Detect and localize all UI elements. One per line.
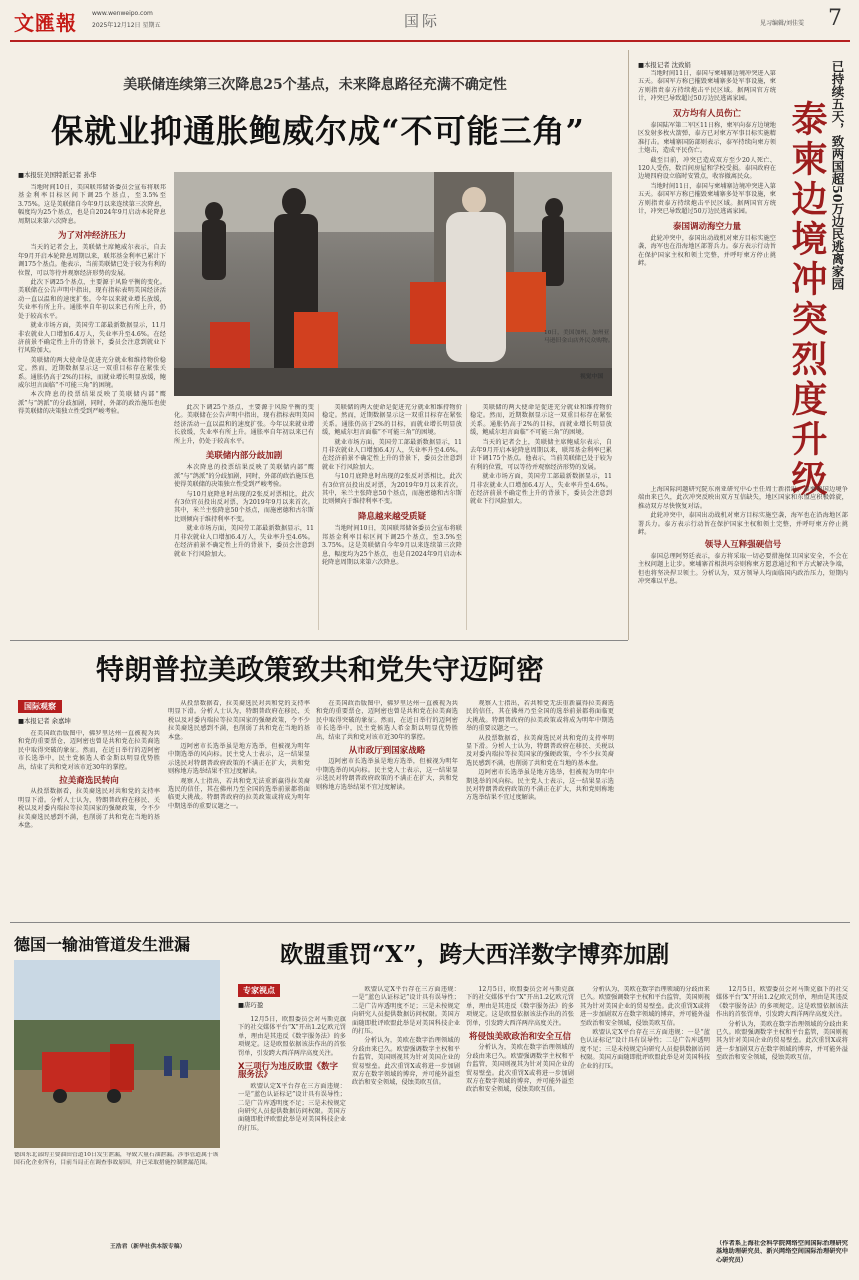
eu-body-3b: 分析认为，美欧在数字治理领域的分歧由来已久。欧盟强调数字主权和平台监管，美国则视其为针对美国企业的贸易壁垒。此次重罚X或将进一步加剧双方在数字领域的博弈，并可能外溢至政治和安全领域，侵蚀美欧互信。: [466, 1044, 574, 1094]
fed-kicker: 美联储连续第三次降息25个基点，未来降息路径充满不确定性: [123, 77, 507, 93]
fed-body-1b: 此次下调25个基点，主要源于风险平衡的变化。美联储在公告声明中指出，现有指标表明美国经济活动一直以温和的速度扩张。今年以来就业增长放缓，失业率有所上升。通胀率自年初以来已有所上升，仍处于较高水平。: [18, 279, 166, 320]
fed-col-1: [18, 184, 166, 630]
miami-col-4: [466, 700, 614, 915]
miami-body-3c: 迈阿密市长选举虽是地方选举，但被视为明年中期选举的风向标。民主党人士表示，这一结果显示选民对特朗普政府政策的不满正在扩大，共和党则称地方选举结果不宜过度解读。: [316, 758, 458, 791]
miami-byline: ■本报记者 余嘉坤: [18, 717, 71, 725]
masthead-url: www.wenweipo.com: [92, 10, 153, 17]
masthead-divider: [10, 40, 850, 42]
fed-body-3c: 与10月底降息时出现的2张反对票相比，此次有3位官员投出反对票，为2019年9月以来首次。其中，米兰主张降息50个基点，而施密德和古尔斯比则倾向于维持利率不变。: [322, 473, 462, 506]
story-miami: [0, 642, 628, 917]
story-pipeline: [0, 926, 226, 1280]
side-vertical-headline: 泰柬边境冲突烈度升级: [786, 100, 828, 500]
eu-headline: 欧盟重罚“X”，跨大西洋数字博弈加剧: [280, 941, 670, 968]
eu-byline: ■唐巧盈: [238, 1001, 264, 1009]
side-divider: [628, 50, 629, 640]
fed-body-2: 本次降息的投票结果反映了美联储内部“鹰派”与“鸽派”的分歧加剧，同时，外部的政治施压也使得美联储的决策独立性受到严峻考验。: [174, 464, 314, 489]
miami-tag: 国际观察: [18, 700, 62, 713]
eu-sub-1: X三项行为违反欧盟《数字服务法》: [238, 1062, 339, 1081]
bottom-section-rule: [10, 922, 850, 923]
side-body-6: 泰国总理阿努廷表示，泰方将采取一切必要措施保卫国家安全，不会在主权问题上让步。柬埔寨首相洪玛奈则称柬方愿意通过和平方式解决争端，但也将坚决捍卫领土。分析认为，双方领导人均面临国内政治压力，短期内冲突难以平息。: [638, 552, 848, 586]
fed-body-3b: 就业市场方面，美国劳工部最新数据显示，11月非农就业人口增加6.4万人，失业率升至4.6%。在经济前景不确定性上升的背景下，委员会注意到就业下行风险加大。: [322, 438, 462, 471]
fed-col-2: [174, 404, 314, 630]
eu-sub-2: 将侵蚀美欧政治和安全互信: [468, 1032, 571, 1043]
eu-tag: 专家视点: [238, 984, 280, 997]
story-thai-cambodia: [632, 56, 854, 638]
fed-photo-caption: 10日，美国加州，加州亚马逊旧金山店外民众购物。: [544, 330, 614, 344]
miami-col-1: [18, 730, 160, 915]
side-sub-1: 双方均有人员伤亡: [672, 108, 741, 119]
eu-col-2: [352, 986, 460, 1274]
eu-col-5: [716, 986, 848, 1236]
fed-body-3a: 美联储的两大使命是促进充分就业和维持物价稳定。然而，近期数据显示这一双重目标存在紧张关系。通胀仍高于2%的目标，而就业增长明显放缓，鲍威尔坦言面临“不可能三角”的困境。: [322, 404, 462, 437]
fed-divider-1: [318, 404, 319, 630]
masthead-date: 2025年12月12日 星期五: [92, 22, 161, 29]
masthead: [0, 0, 859, 44]
eu-body-2: 欧盟认定X平台存在三方面违规：一是“蓝色认证标记”设计具有误导性；二是广告库透明度不足；三是未按规定向研究人员提供数据访问权限。美国方面随即批评欧盟此举是对美国科技企业的打压。: [238, 1082, 346, 1132]
miami-col-3: [316, 700, 458, 915]
fed-body-2a: 此次下调25个基点，主要源于风险平衡的变化。美联储在公告声明中指出，现有指标表明美国经济活动一直以温和的速度扩张。今年以来就业增长放缓，失业率有所上升。通胀率自年初以来已有所上升，仍处于较高水平。: [174, 404, 314, 445]
eu-body-3a: 12月5日，欧盟委员会对马斯克旗下的社交媒体平台“X”开出1.2亿欧元罚单，理由是其违反《数字服务法》的多项规定。这是欧盟依据该法作出的首张罚单，引发跨大西洋两岸高度关注。: [466, 986, 574, 1027]
pipeline-credit: 王浩君（新华社供本版专稿）: [110, 1244, 186, 1250]
firetruck-image: [14, 960, 220, 1148]
fed-photo-credit: 视觉中国: [580, 374, 604, 380]
miami-body-4b: 观察人士指出，若共和党无法重新赢得拉美裔选民的信任，其在佛州乃至全国的选举前景都将面临更大挑战。特朗普政府的拉美政策或将成为明年中期选举的重要议题之一。: [466, 700, 614, 733]
miami-body-4c: 从投票数据看，拉美裔选民对共和党的支持率明显下滑。分析人士认为，特朗普政府在移民、关税以及对委内瑞拉等拉美国家的强硬政策，令不少拉美裔选民感到不满，也削弱了共和党在当地的基本盘。: [466, 734, 614, 767]
fed-lead: 当地时间10日，美国联邦储备委员会宣布将联邦基金利率目标区间下调25个基点，至3.5%至3.75%。这是美联储自今年9月以来连续第三次降息，幅度均为25个基点，也是自2024年9月启动本轮降息周期以来第六次降息。: [18, 184, 166, 225]
fed-headline: 保就业抑通胀鲍威尔成“不可能三角”: [51, 112, 585, 150]
side-sub-3: 领导人互释强硬信号: [704, 540, 782, 551]
shoppers-image: [174, 172, 612, 396]
side-body-2: 泰国陆军第二军区11日称，柬军向泰方边境地区发射多枚火箭弹，泰方已对柬方军事目标实施精准打击。柬埔寨国防部则表示，泰军持续向柬方领土炮击，造成平民伤亡。: [638, 122, 776, 155]
side-sub-2: 泰国调动海空力量: [672, 221, 741, 232]
side-body-4: 此轮冲突中，泰国出动战机对柬方目标实施空袭，海军也在沿海地区部署兵力。泰方表示行动旨在保护国家主权和领土完整，并呼吁柬方停止挑衅。: [638, 234, 776, 268]
side-col-lower: [638, 486, 848, 636]
side-body-3b: 当地时间11日，泰国与柬埔寨边境冲突进入第五天。泰国军方称已摧毁柬埔寨多处军事设施，柬方则指责泰方持续炮击平民区域。据两国官方统计，冲突已导致超过50万边民逃离家园。: [638, 182, 776, 216]
eu-author-note: （作者系上海社会科学院网络空间国际治理研究基地助理研究员、新兴网络空间国际治理研究中心研究员）: [716, 1240, 848, 1264]
fed-sub-3: 降息越来越受质疑: [357, 511, 426, 522]
eu-col-1: [238, 1016, 346, 1274]
eu-body-4a: 分析认为，美欧在数字治理领域的分歧由来已久。欧盟强调数字主权和平台监管，美国则视其为针对美国企业的贸易壁垒。此次重罚X或将进一步加剧双方在数字领域的博弈，并可能外溢至政治和安全领域，侵蚀美欧互信。: [580, 986, 710, 1027]
eu-body-4b: 欧盟认定X平台存在三方面违规：一是“蓝色认证标记”设计具有误导性；二是广告库透明度不足；三是未按规定向研究人员提供数据访问权限。美国方面随即批评欧盟此举是对美国科技企业的打压。: [580, 1029, 710, 1070]
fed-body-2b: 与10月底降息时出现的2张反对票相比，此次有3位官员投出反对票，为2019年9月以来首次。其中，米兰主张降息50个基点，而施密德和古尔斯比则倾向于维持利率不变。: [174, 490, 314, 523]
story-fed: [0, 44, 628, 638]
logo: 文匯報: [14, 11, 77, 35]
miami-body-2: 从投票数据看，拉美裔选民对共和党的支持率明显下滑。分析人士认为，特朗普政府在移民、关税以及对委内瑞拉等拉美国家的强硬政策，令不少拉美裔选民感到不满，也削弱了共和党在当地的基本盘。: [18, 788, 160, 830]
eu-col-3: [466, 986, 574, 1274]
pipeline-caption: 德国东北部的主要油田管道10日发生泄漏，导致大量石油泄漏。涉事管道属于该国石化企业所有，目前当局正在调查事故原因，并已采取措施控制泄漏范围。: [14, 1152, 219, 1166]
fed-body-3d: 当地时间10日，美国联邦储备委员会宣布将联邦基金利率目标区间下调25个基点，至3.5%至3.75%。这是美联储自今年9月以来连续第三次降息，幅度均为25个基点，也是自2024年9月启动本轮降息周期以来第六次降息。: [322, 525, 462, 566]
eu-body-5a: 12月5日，欧盟委员会对马斯克旗下的社交媒体平台“X”开出1.2亿欧元罚单，理由是其违反《数字服务法》的多项规定。这是欧盟依据该法作出的首张罚单，引发跨大西洋两岸高度关注。: [716, 986, 848, 1019]
miami-body-3b: 在美国政治版图中，佛罗里达州一直被视为共和党的重要票仓，迈阿密也曾是共和党在拉美裔选民中取得突破的象征。然而，在近日举行的迈阿密市长选举中，民主党候选人希金斯以明显优势胜出，结束了共和党对该市近30年的掌控。: [316, 700, 458, 741]
miami-sub-1: 拉美裔选民转向: [59, 776, 119, 787]
fed-body-4c: 就业市场方面，美国劳工部最新数据显示，11月非农就业人口增加6.4万人，失业率升至4.6%。在经济前景不确定性上升的背景下，委员会注意到就业下行风险加大。: [470, 473, 612, 506]
story2-top-rule: [10, 640, 628, 641]
miami-body-4d: 迈阿密市长选举虽是地方选举，但被视为明年中期选举的风向标。民主党人士表示，这一结果显示选民对特朗普政府政策的不满正在扩大，共和党则称地方选举结果不宜过度解读。: [466, 769, 614, 802]
eu-body-1: 12月5日，欧盟委员会对马斯克旗下的社交媒体平台“X”开出1.2亿欧元罚单，理由是其违反《数字服务法》的多项规定。这是欧盟依据该法作出的首张罚单，引发跨大西洋两岸高度关注。: [238, 1016, 346, 1057]
miami-body-3: 迈阿密市长选举虽是地方选举，但被视为明年中期选举的风向标。民主党人士表示，这一结果显示选民对特朗普政府政策的不满正在扩大，共和党则称地方选举结果不宜过度解读。: [168, 743, 310, 776]
side-body-1: 当地时间11日，泰国与柬埔寨边境冲突进入第五天。泰国军方称已摧毁柬埔寨多处军事设施，柬方则指责泰方持续炮击平民区域。据两国官方统计，冲突已导致超过50万边民逃离家园。: [638, 70, 776, 103]
story-eu-x: [230, 926, 854, 1280]
section-name: 国际: [404, 12, 441, 30]
eu-body-2c: 分析认为，美欧在数字治理领域的分歧由来已久。欧盟强调数字主权和平台监管，美国则视其为针对美国企业的贸易壁垒。此次重罚X或将进一步加剧双方在数字领域的博弈，并可能外溢至政治和安全领域，侵蚀美欧互信。: [352, 1037, 460, 1087]
eu-body-2b: 欧盟认定X平台存在三方面违规：一是“蓝色认证标记”设计具有误导性；二是广告库透明度不足；三是未按规定向研究人员提供数据访问权限。美国方面随即批评欧盟此举是对美国科技企业的打压。: [352, 986, 460, 1036]
miami-headline: 特朗普拉美政策致共和党失守迈阿密: [95, 653, 544, 686]
pipeline-headline: 德国一输油管道发生泄漏: [14, 935, 191, 954]
side-vertical-kicker: 已持续五天，致两国超50万边民逃离家园: [830, 60, 845, 290]
miami-sub-2: 从市政厅到国家战略: [348, 746, 426, 757]
page-number: 7: [828, 6, 842, 31]
fed-body-4a: 美联储的两大使命是促进充分就业和维持物价稳定。然而，近期数据显示这一双重目标存在紧张关系。通胀仍高于2%的目标，而就业增长明显放缓，鲍威尔坦言面临“不可能三角”的困境。: [470, 404, 612, 437]
side-col-upper: [638, 70, 776, 478]
fed-col-4: [470, 404, 612, 630]
fed-sub-2: 美联储内部分歧加剧: [205, 451, 283, 462]
miami-body-2b: 从投票数据看，拉美裔选民对共和党的支持率明显下滑。分析人士认为，特朗普政府在移民、关税以及对委内瑞拉等拉美国家的强硬政策，令不少拉美裔选民感到不满，也削弱了共和党在当地的基本盘。: [168, 700, 310, 741]
fed-divider-2: [466, 404, 467, 630]
masthead-editors: 见习编辑/刘佳雯: [760, 20, 805, 27]
side-body-5: 上海国际问题研究院东南亚研究中心主任周士新指出，泰柬两国边境争端由来已久，此次冲突反映出双方互信缺失，地区国家和东盟应积极斡旋，推动双方尽快恢复对话。: [638, 486, 848, 510]
miami-body-4: 观察人士指出，若共和党无法重新赢得拉美裔选民的信任，其在佛州乃至全国的选举前景都将面临更大挑战。特朗普政府的拉美政策或将成为明年中期选举的重要议题之一。: [168, 777, 310, 810]
fed-body-1: 当天的记者会上，美联储主席鲍威尔表示，自去年9月开启本轮降息周期以来，联邦基金利率已累计下调175个基点。他表示，当前美联储已处于较为有利的位置，可以等待并观察经济形势的发展。: [18, 244, 166, 277]
fed-photo: [174, 172, 612, 396]
fed-body-1e: 本次降息的投票结果反映了美联储内部“鹰派”与“鸽派”的分歧加剧，同时，外部的政治施压也使得美联储的决策独立性受到严峻考验。: [18, 391, 166, 416]
fed-sub-1: 为了对冲经济压力: [57, 231, 126, 242]
eu-body-5b: 分析认为，美欧在数字治理领域的分歧由来已久。欧盟强调数字主权和平台监管，美国则视其为针对美国企业的贸易壁垒。此次重罚X或将进一步加剧双方在数字领域的博弈，并可能外溢至政治和安全领域，侵蚀美欧互信。: [716, 1020, 848, 1062]
pipeline-photo: [14, 960, 220, 1148]
side-body-3: 截至目前，冲突已造成双方至少20人死亡、120人受伤，数百间房屋和学校受损。泰国政府在边境四府设立临时安置点，收容撤离民众。: [638, 156, 776, 181]
side-byline: ■本报记者 沈致娟: [638, 61, 691, 69]
eu-col-4: [580, 986, 710, 1274]
fed-body-2c: 就业市场方面，美国劳工部最新数据显示，11月非农就业人口增加6.4万人，失业率升至4.6%。在经济前景不确定性上升的背景下，委员会注意到就业下行风险加大。: [174, 525, 314, 558]
fed-col-3: [322, 404, 462, 630]
miami-col-2: [168, 700, 310, 915]
fed-body-1c: 就业市场方面，美国劳工部最新数据显示，11月非农就业人口增加6.4万人，失业率升至4.6%。在经济前景不确定性上升的背景下，委员会注意到就业下行风险加大。: [18, 322, 166, 355]
fed-byline: ■本报驻美国特派记者 孙华: [18, 171, 97, 179]
side-body-5b: 此轮冲突中，泰国出动战机对柬方目标实施空袭，海军也在沿海地区部署兵力。泰方表示行动旨在保护国家主权和领土完整，并呼吁柬方停止挑衅。: [638, 512, 848, 537]
fed-body-4b: 当天的记者会上，美联储主席鲍威尔表示，自去年9月开启本轮降息周期以来，联邦基金利率已累计下调175个基点。他表示，当前美联储已处于较为有利的位置，可以等待并观察经济形势的发展。: [470, 438, 612, 471]
fed-body-1d: 美联储的两大使命是促进充分就业和维持物价稳定。然而，近期数据显示这一双重目标存在紧张关系。通胀仍高于2%的目标，而就业增长明显放缓，鲍威尔坦言面临“不可能三角”的困境。: [18, 356, 166, 389]
miami-body-1: 在美国政治版图中，佛罗里达州一直被视为共和党的重要票仓，迈阿密也曾是共和党在拉美裔选民中取得突破的象征。然而，在近日举行的迈阿密市长选举中，民主党候选人希金斯以明显优势胜出，结束了共和党对该市近30年的掌控。: [18, 730, 160, 771]
